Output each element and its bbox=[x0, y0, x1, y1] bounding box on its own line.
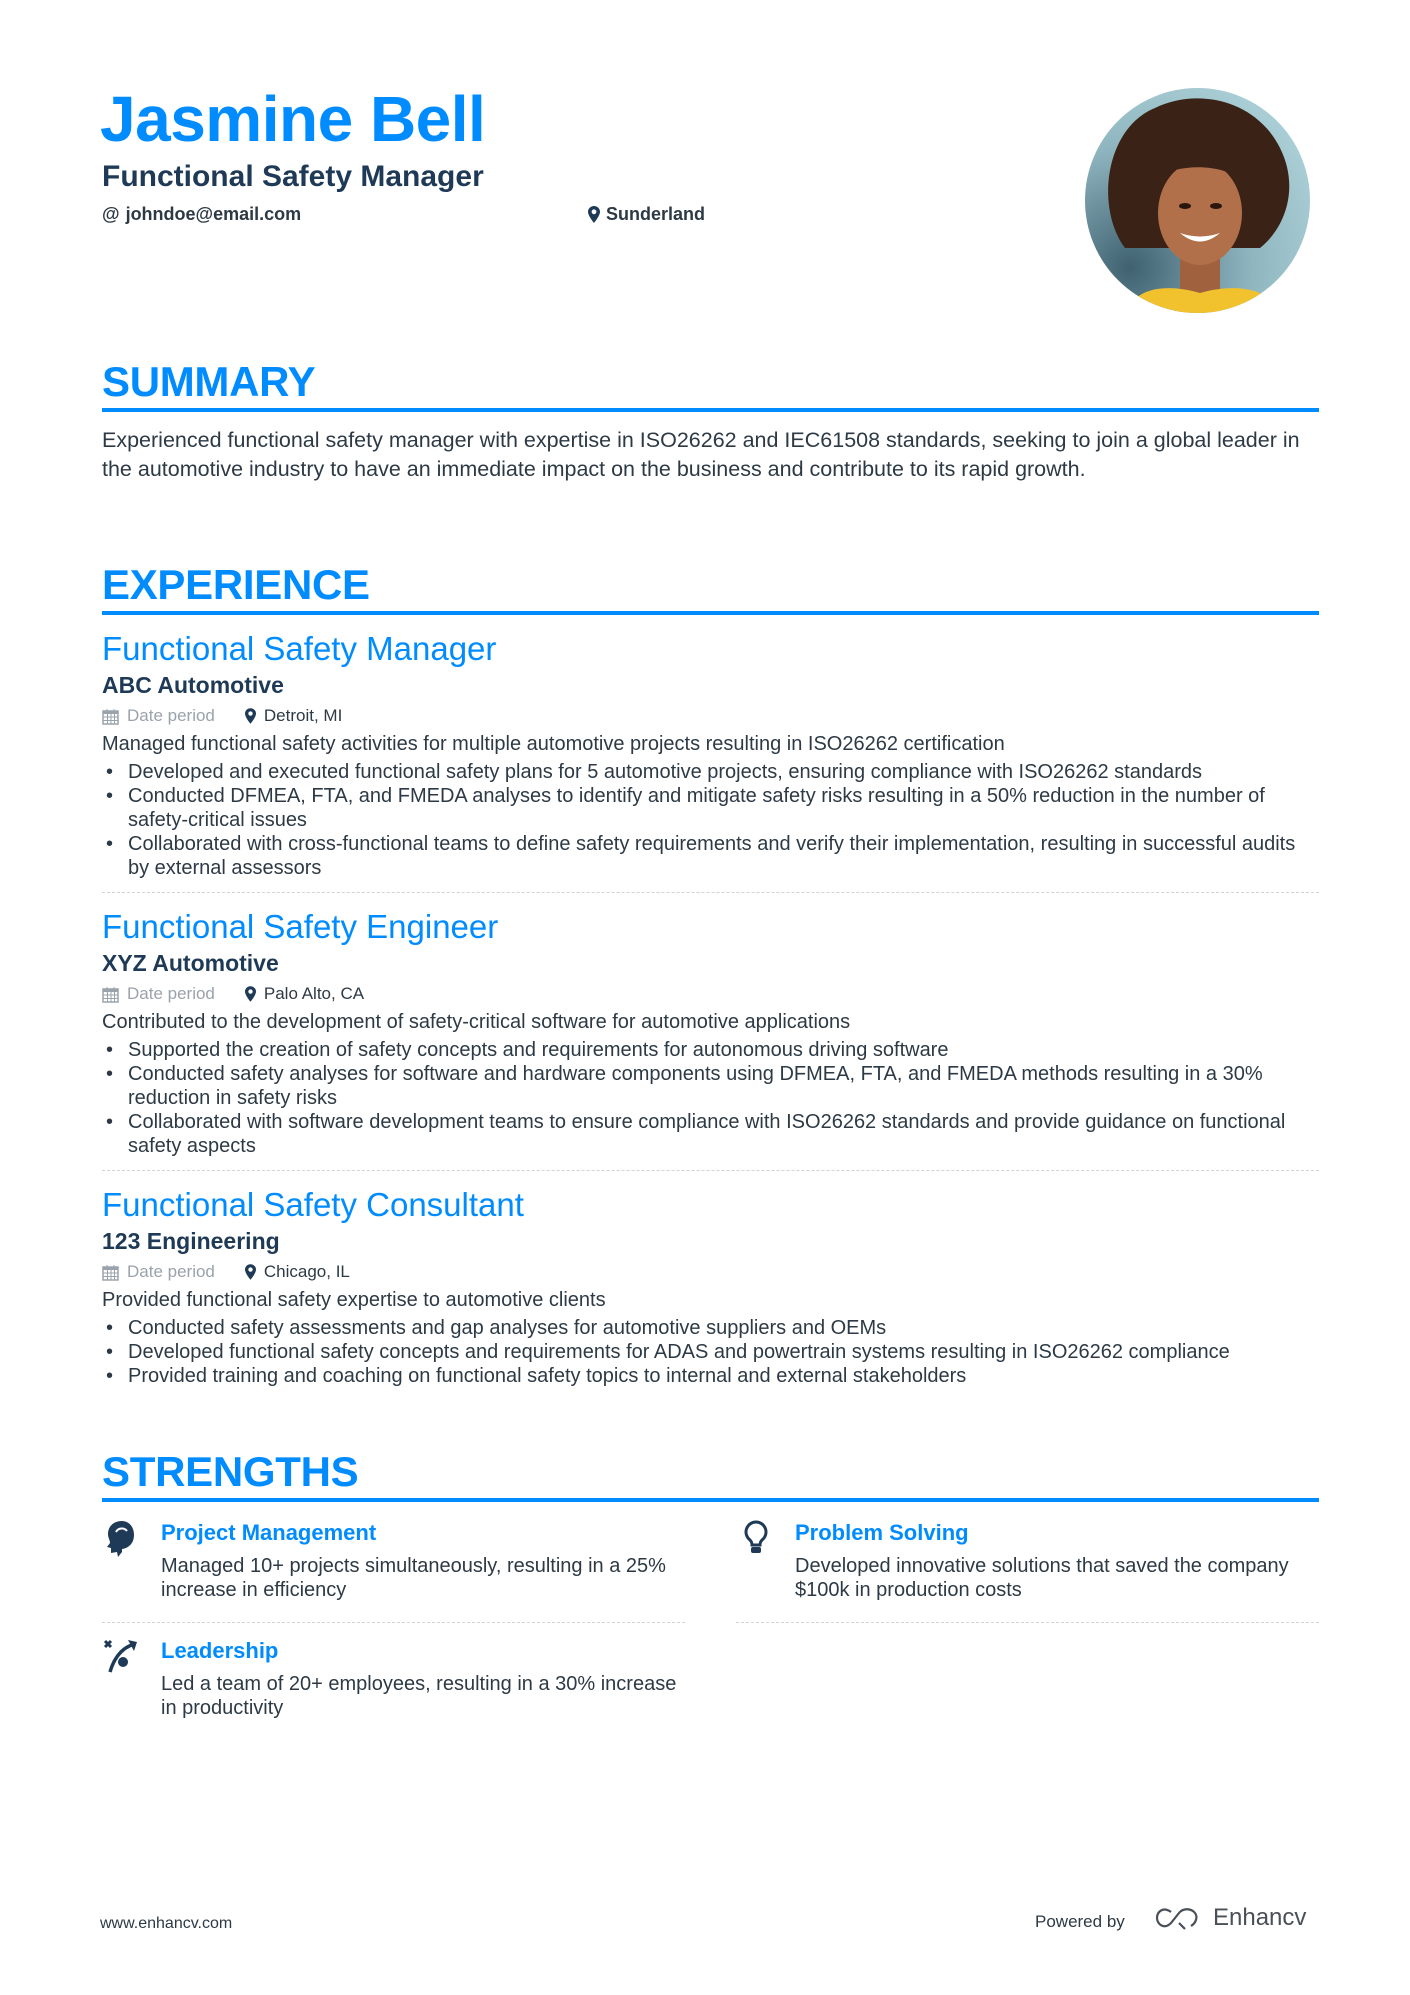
divider bbox=[736, 1622, 1319, 1623]
job-bullets bbox=[102, 1038, 1319, 1158]
bullet-item: • Supported the creation of safety concepts and requirements for autonomous driving software bbox=[102, 1038, 1319, 1062]
at-icon: @ bbox=[102, 204, 120, 224]
job-location: Palo Alto, CA bbox=[263, 984, 365, 1003]
job-meta bbox=[102, 1259, 1319, 1285]
head-icon bbox=[102, 1518, 142, 1558]
calendar-icon bbox=[102, 1264, 119, 1281]
bullet-item: • Conducted DFMEA, FTA, and FMEDA analyses to identify and mitigate safety risks resulting in a 50% reduction in the number of safety-critical issues bbox=[102, 784, 1319, 832]
divider bbox=[102, 1622, 685, 1623]
job-description: Provided functional safety expertise to automotive clients bbox=[102, 1289, 606, 1311]
location-pin-icon bbox=[245, 1264, 256, 1280]
date-period: Date period bbox=[127, 706, 215, 725]
job-bullets bbox=[102, 1316, 1319, 1388]
strength-title: Leadership bbox=[161, 1638, 279, 1663]
bullet-item: • Collaborated with cross-functional teams to define safety requirements and verify their implementation, resulting in successful audits by external assessors bbox=[102, 832, 1319, 880]
section-rule bbox=[102, 408, 1319, 412]
date-period: Date period bbox=[127, 984, 215, 1003]
job-location: Chicago, IL bbox=[263, 1262, 350, 1281]
bullet-item: • Developed and executed functional safety plans for 5 automotive projects, ensuring compliance with ISO26262 standards bbox=[102, 760, 1319, 784]
enhancv-logo-icon bbox=[1155, 1906, 1201, 1930]
summary-section bbox=[102, 358, 1319, 484]
section-heading: SUMMARY bbox=[102, 358, 316, 405]
bullet-item: • Provided training and coaching on functional safety topics to internal and external stakeholders bbox=[102, 1364, 1319, 1388]
strength-text: Led a team of 20+ employees, resulting in a 30% increase in productivity bbox=[161, 1673, 677, 1719]
email-contact bbox=[102, 204, 301, 225]
enhancv-logo[interactable] bbox=[1155, 1904, 1306, 1932]
strengths-section bbox=[102, 1448, 1319, 1502]
job-title: Functional Safety Engineer bbox=[102, 908, 499, 945]
candidate-title: Functional Safety Manager bbox=[102, 160, 484, 193]
profile-photo bbox=[1085, 88, 1310, 313]
bullet-item: • Conducted safety analyses for software and hardware components using DFMEA, FTA, and FMEDA methods resulting in a 30% reduction in safety risks bbox=[102, 1062, 1319, 1110]
job-meta bbox=[102, 981, 1319, 1007]
strength-text: Managed 10+ projects simultaneously, resulting in a 25% increase in efficiency bbox=[161, 1555, 666, 1601]
bullet-item: • Conducted safety assessments and gap analyses for automotive suppliers and OEMs bbox=[102, 1316, 1319, 1340]
powered-by: Powered by bbox=[1035, 1912, 1125, 1931]
location-pin-icon bbox=[245, 708, 256, 724]
date-period: Date period bbox=[127, 1262, 215, 1281]
company-name: ABC Automotive bbox=[102, 672, 284, 698]
location-pin-icon bbox=[588, 206, 600, 223]
section-heading: EXPERIENCE bbox=[102, 561, 370, 608]
job-description: Managed functional safety activities for multiple automotive projects resulting in ISO26262 certification bbox=[102, 733, 1005, 755]
company-name: 123 Engineering bbox=[102, 1228, 280, 1254]
location-text: Sunderland bbox=[606, 204, 706, 224]
strength-title: Project Management bbox=[161, 1520, 377, 1545]
job-location: Detroit, MI bbox=[263, 706, 343, 725]
lightbulb-icon bbox=[736, 1518, 776, 1558]
location-contact bbox=[588, 204, 705, 225]
company-name: XYZ Automotive bbox=[102, 950, 279, 976]
footer-url[interactable]: www.enhancv.com bbox=[100, 1915, 233, 1932]
experience-section bbox=[102, 561, 1319, 1388]
bullet-item: • Collaborated with software development teams to ensure compliance with ISO26262 standards and provide guidance on functional safety aspects bbox=[102, 1110, 1319, 1158]
location-pin-icon bbox=[245, 986, 256, 1002]
bullet-item: • Developed functional safety concepts and requirements for ADAS and powertrain systems resulting in ISO26262 compliance bbox=[102, 1340, 1319, 1364]
summary-text: Experienced functional safety manager with expertise in ISO26262 and IEC61508 standards, seeking to join a global leader in the automotive industry to have an immediate impact on the business and contribute to its rapid growth. bbox=[102, 428, 1300, 481]
job-entry bbox=[102, 892, 1319, 1158]
job-bullets bbox=[102, 760, 1319, 880]
job-title: Functional Safety Manager bbox=[102, 630, 497, 667]
job-entry bbox=[102, 615, 1319, 880]
strength-title: Problem Solving bbox=[795, 1520, 969, 1545]
job-description: Contributed to the development of safety-critical software for automotive applications bbox=[102, 1011, 851, 1033]
strength-text: Developed innovative solutions that saved the company $100k in production costs bbox=[795, 1555, 1289, 1601]
email-text: johndoe@email.com bbox=[125, 204, 302, 224]
job-title: Functional Safety Consultant bbox=[102, 1186, 524, 1223]
section-heading: STRENGTHS bbox=[102, 1448, 359, 1495]
job-meta bbox=[102, 703, 1319, 729]
strategy-icon bbox=[102, 1636, 142, 1676]
calendar-icon bbox=[102, 986, 119, 1003]
candidate-name: Jasmine Bell bbox=[100, 83, 486, 155]
brand-name: Enhancv bbox=[1213, 1904, 1307, 1931]
section-rule bbox=[102, 1498, 1319, 1502]
job-entry bbox=[102, 1170, 1319, 1388]
calendar-icon bbox=[102, 708, 119, 725]
